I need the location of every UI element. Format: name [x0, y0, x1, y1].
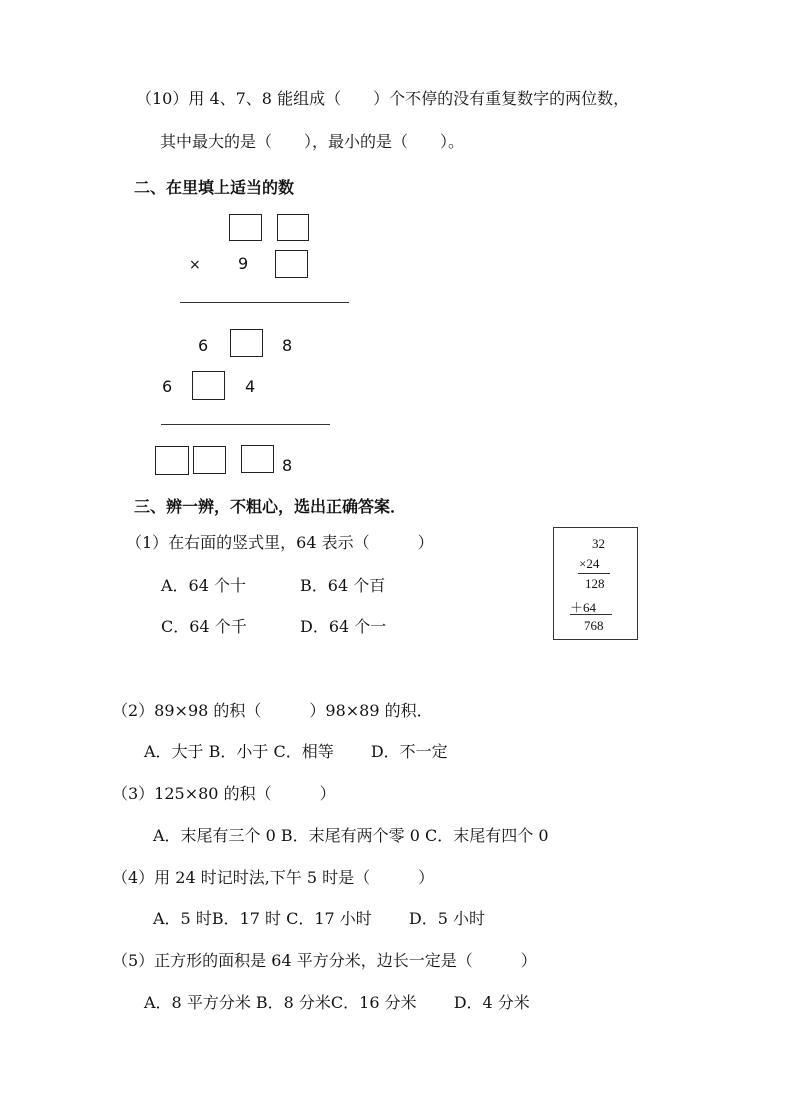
- answer-box[interactable]: [230, 329, 263, 357]
- times-sign: ×: [189, 257, 201, 273]
- answer-box[interactable]: [193, 446, 226, 474]
- answer-box[interactable]: [192, 371, 225, 400]
- vc-partial1: 128: [585, 576, 605, 591]
- vc-top: 32: [592, 536, 605, 551]
- answer-box[interactable]: [275, 250, 308, 278]
- q4-options[interactable]: A．5 时B．17 时 C．17 小时 D．5 小时: [153, 909, 485, 928]
- q4-text: （4）用 24 时记时法,下午 5 时是（ ）: [112, 868, 435, 887]
- section2-title: 二、在里填上适当的数: [134, 178, 295, 197]
- q1-option-c[interactable]: C．64 个千: [161, 617, 247, 636]
- partial1-right-digit: 8: [282, 336, 293, 355]
- partial1-left-digit: 6: [198, 336, 209, 355]
- section3-title: 三、辨一辨，不粗心，选出正确答案．: [134, 497, 407, 516]
- q10-line1: （10）用 4、7、8 能组成（ ）个不停的没有重复数字的两位数，: [136, 89, 630, 108]
- vc-result: 768: [584, 618, 604, 633]
- partial2-right-digit: 4: [245, 377, 256, 396]
- calc-line: [180, 302, 349, 303]
- q1-option-b[interactable]: B．64 个百: [300, 576, 386, 595]
- vc-line: [578, 573, 610, 574]
- partial2-left-digit: 6: [162, 377, 173, 396]
- answer-box[interactable]: [277, 214, 309, 241]
- q1-option-a[interactable]: A．64 个十: [161, 576, 247, 595]
- vc-partial2: ＋64: [570, 600, 597, 615]
- q5-text: （5）正方形的面积是 64 平方分米，边长一定是（ ）: [112, 951, 537, 970]
- calc-line: [161, 424, 330, 425]
- vertical-calculation-box: [553, 527, 638, 640]
- q10-line2: 其中最大的是（ ），最小的是（ ）。: [160, 132, 465, 151]
- answer-box[interactable]: [229, 214, 262, 241]
- q3-options[interactable]: A．末尾有三个 0 B．末尾有两个零 0 C．末尾有四个 0: [153, 826, 549, 845]
- q2-text: （2）89×98 的积（ ）98×89 的积．: [112, 701, 433, 720]
- result-last-digit: 8: [282, 456, 293, 475]
- q1-text: （1）在右面的竖式里，64 表示（ ）: [126, 533, 434, 552]
- vc-mult: ×24: [579, 556, 600, 571]
- answer-box[interactable]: [241, 445, 274, 473]
- answer-box[interactable]: [155, 446, 189, 475]
- digit-nine: 9: [238, 254, 249, 273]
- q2-options[interactable]: A．大于 B．小于 C．相等 D．不一定: [144, 742, 448, 761]
- q3-text: （3）125×80 的积（ ）: [112, 784, 336, 803]
- q5-options[interactable]: A．8 平方分米 B．8 分米C．16 分米 D．4 分米: [144, 993, 530, 1012]
- vc-line: [570, 614, 612, 615]
- q1-option-d[interactable]: D．64 个一: [300, 617, 387, 636]
